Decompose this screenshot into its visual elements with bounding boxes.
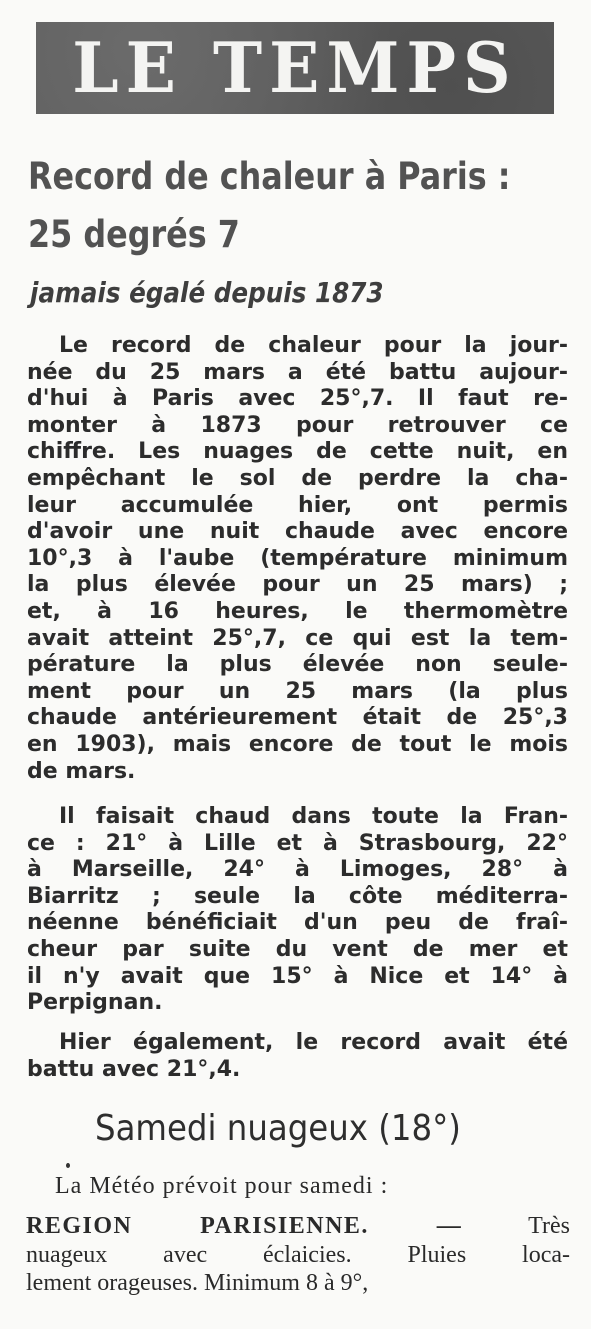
text-line: ce : 21° à Lille et à Strasbourg, 22°: [27, 830, 568, 856]
forecast-heading: Samedi nuageux (18°): [95, 1108, 461, 1149]
text-line: Le record de chaleur pour la jour-: [59, 333, 568, 358]
text-line: d'hui à Paris avec 25°,7. Il faut re-: [27, 386, 568, 412]
text-line: Perpignan.: [27, 990, 163, 1016]
print-speck: [66, 1163, 70, 1168]
forecast-line-3: lement orageuses. Minimum 8 à 9°,: [26, 1270, 369, 1296]
text-line: et, à 16 heures, le thermomètre: [27, 598, 568, 624]
article-paragraph-1: [27, 333, 568, 785]
text-line: en 1903), mais encore de tout le mois: [27, 731, 568, 757]
clipping-cut-edge: [0, 1300, 591, 1329]
text-line: leur accumulée hier, ont permis: [27, 492, 568, 518]
text-line: pérature la plus élevée non seule-: [27, 652, 568, 678]
headline: [28, 148, 578, 264]
article-paragraph-3: [27, 1030, 568, 1083]
text-line: chaude antérieurement était de 25°,3: [27, 705, 568, 731]
forecast-line-1-rest: Très: [528, 1213, 570, 1239]
text-line: avait atteint 25°,7, ce qui est la tem-: [27, 625, 568, 651]
forecast-line-2: nuageux avec éclaicies. Pluies loca-: [26, 1241, 570, 1268]
text-line: 10°,3 à l'aube (température minimum: [27, 545, 568, 571]
text-line: il n'y avait que 15° à Nice et 14° à: [27, 963, 568, 989]
masthead-banner: [36, 22, 554, 114]
text-line: Biarritz ; seule la côte méditerra-: [27, 883, 568, 909]
text-line: de mars.: [27, 758, 136, 784]
forecast-line-1: [26, 1212, 570, 1241]
headline-line-1: Record de chaleur à Paris :: [28, 155, 511, 198]
forecast-region: REGION PARISIENNE. —: [26, 1213, 463, 1239]
text-line: chiffre. Les nuages de cette nuit, en: [27, 439, 568, 465]
text-line: à Marseille, 24° à Limoges, 28° à: [27, 857, 568, 883]
text-line: Hier également, le record avait été: [59, 1030, 568, 1055]
text-line: empêchant le sol de perdre la cha-: [27, 465, 568, 491]
text-line: néenne bénéficiait d'un peu de fraî-: [27, 910, 568, 936]
headline-line-2: 25 degrés 7: [28, 213, 240, 256]
text-line: cheur par suite du vent de mer et: [27, 936, 568, 962]
text-line: ment pour un 25 mars (la plus: [27, 678, 568, 704]
text-line: la plus élevée pour un 25 mars) ;: [27, 572, 568, 598]
text-line: battu avec 21°,4.: [27, 1056, 241, 1082]
text-line: d'avoir une nuit chaude avec encore: [27, 519, 568, 545]
forecast-paragraph: [26, 1212, 570, 1298]
masthead-title: LE TEMPS: [72, 27, 518, 109]
text-line: monter à 1873 pour retrouver ce: [27, 412, 568, 438]
forecast-intro: La Météo prévoit pour samedi :: [55, 1173, 389, 1199]
text-line: née du 25 mars a été battu aujour-: [27, 359, 568, 385]
text-line: Il faisait chaud dans toute la Fran-: [59, 804, 568, 829]
subheadline: jamais égalé depuis 1873: [30, 276, 384, 309]
article-paragraph-2: [27, 804, 568, 1017]
